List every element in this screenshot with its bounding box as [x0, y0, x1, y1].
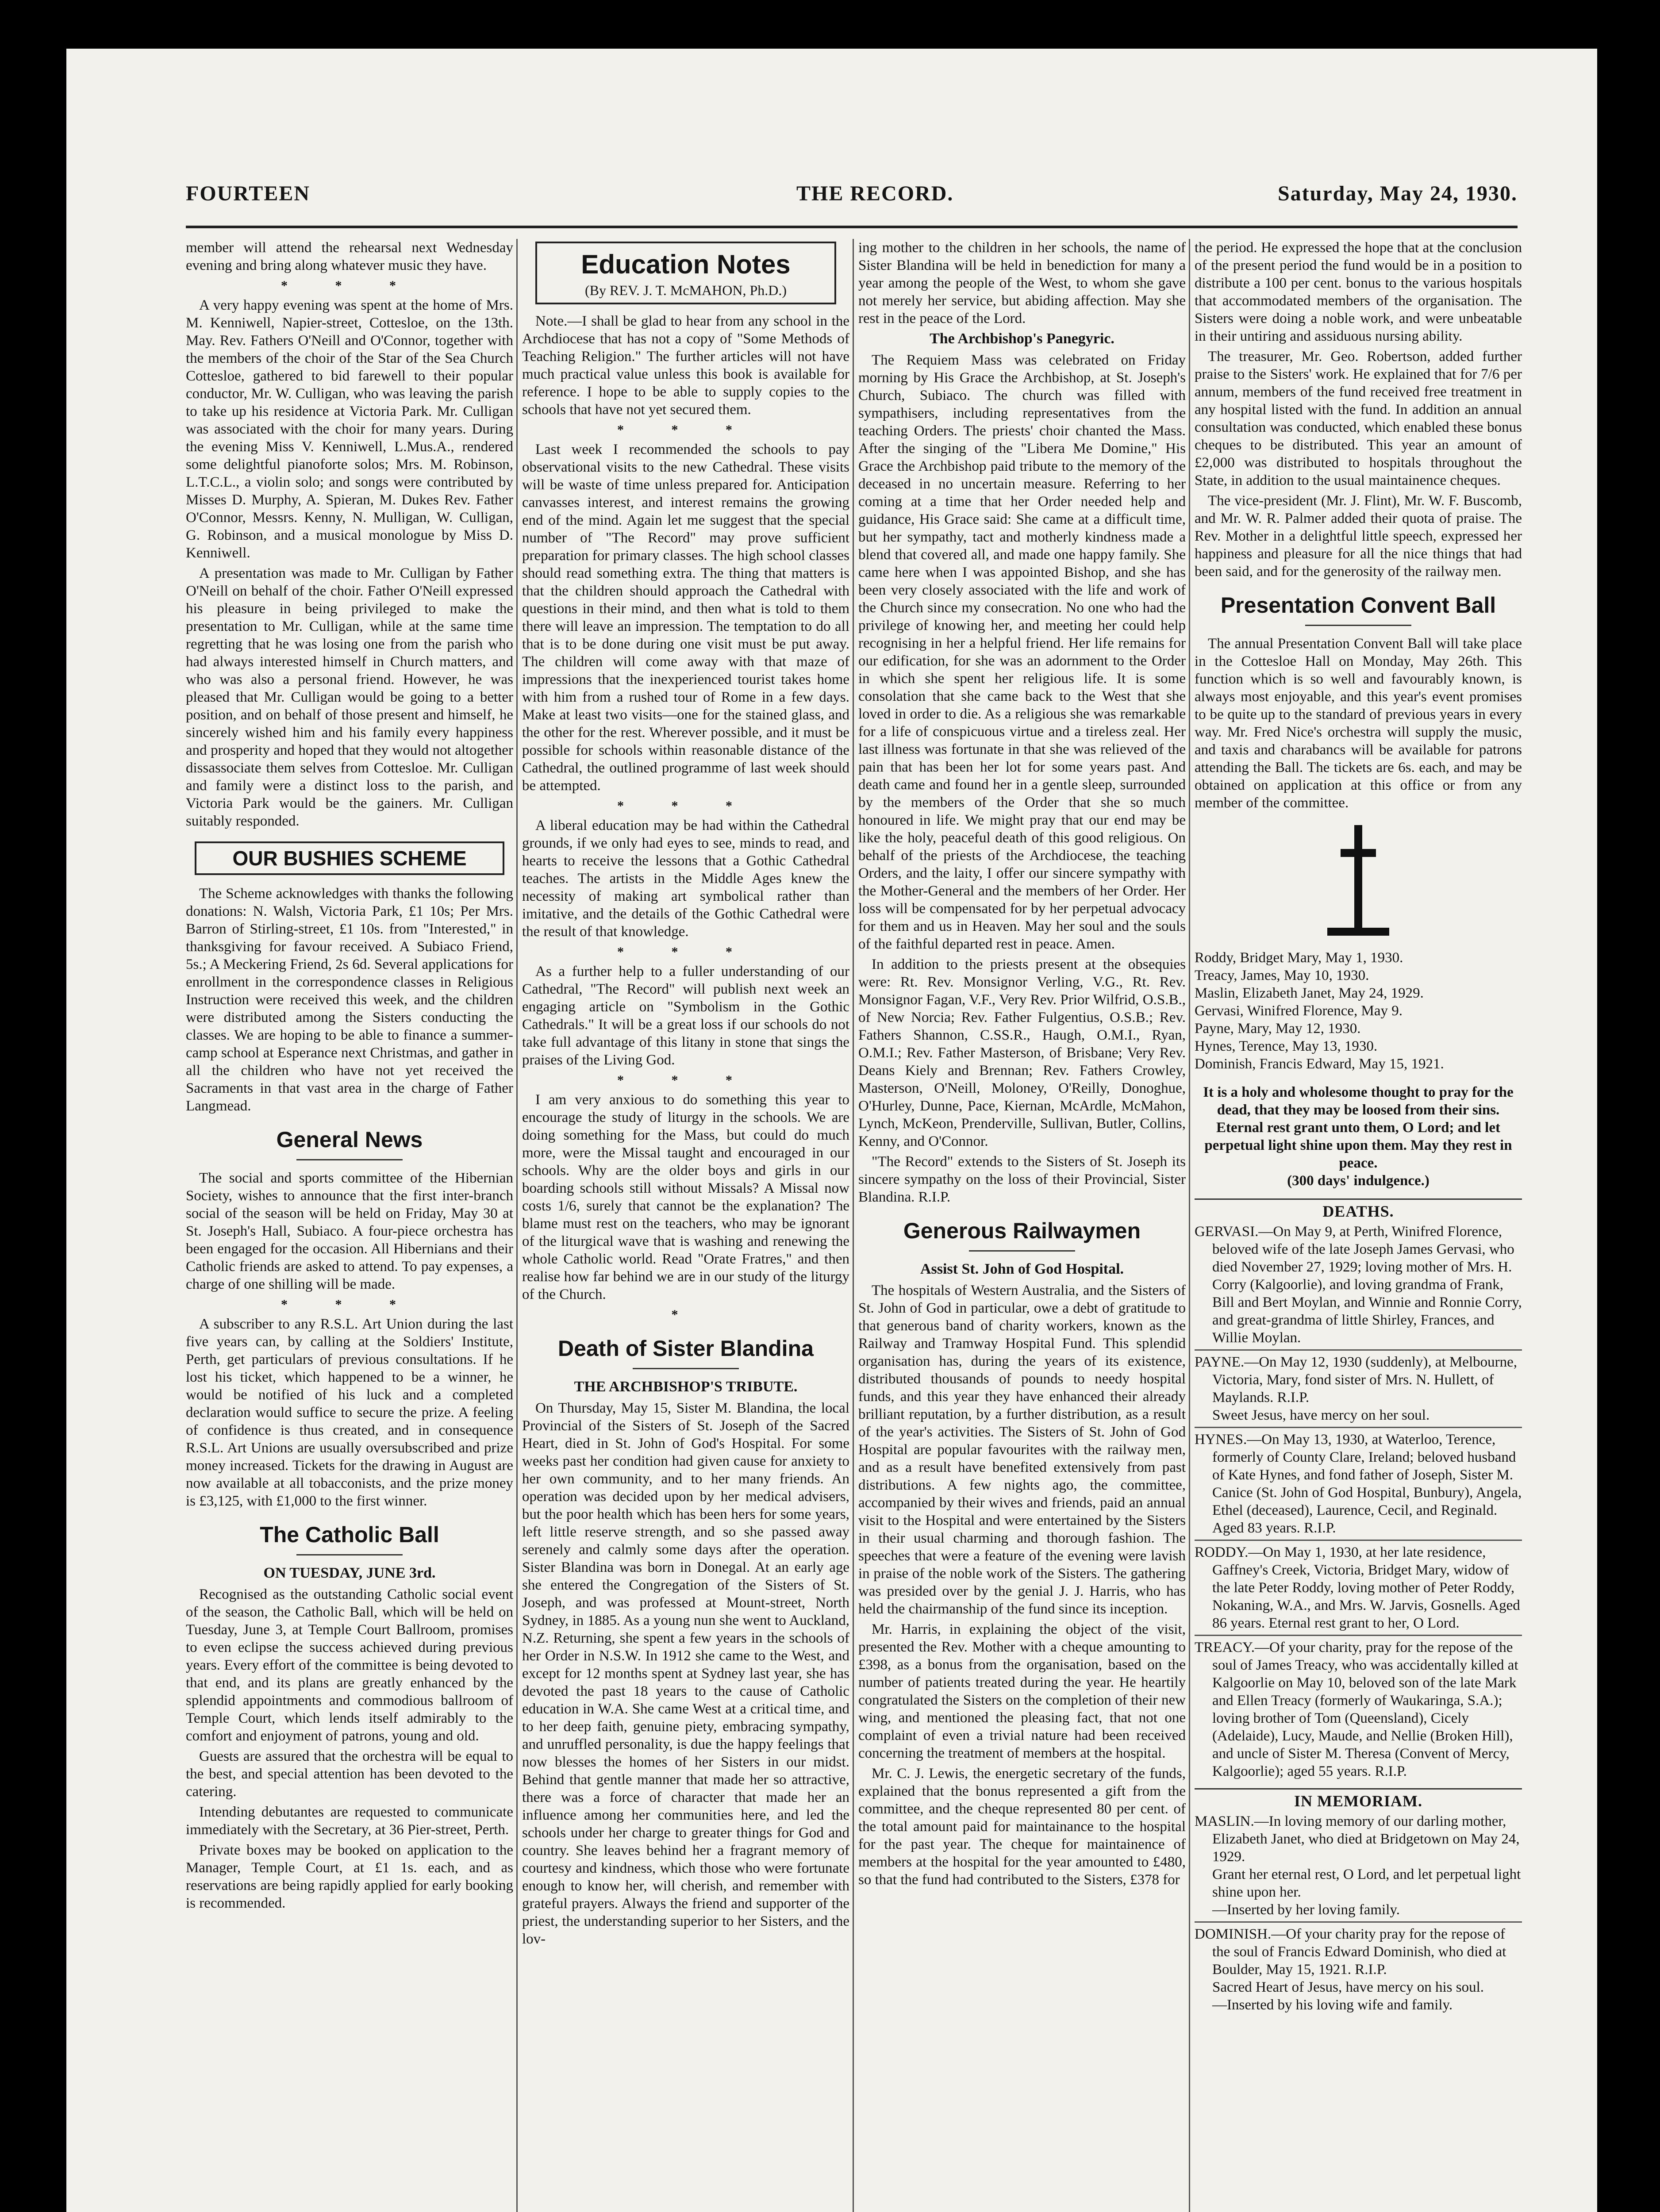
- column-3: [858, 239, 1186, 2212]
- education-notes-title: Education Notes: [581, 250, 791, 279]
- education-notes-box: [535, 242, 836, 304]
- article-paragraph: The treasurer, Mr. Geo. Robertson, added further praise to the Sisters' work. He explained that for 7/6 per annum, members of the fund received free treatment in any hospital listed with the fund. In addition an annual consultation was conducted, which enabled these bonus cheques to be distributed. This year an amount of £2,000 was distributed to hospitals throughout the State, in addition to the usual maintainence cheques.: [1195, 349, 1522, 488]
- article-paragraph: Private boxes may be booked on application to the Manager, Temple Court, at £1 1s. each, and as reservations are being rapidly applied for early booking is recommended.: [186, 1842, 513, 1911]
- presentation-convent-ball-heading: Presentation Convent Ball: [1195, 592, 1522, 626]
- article-paragraph: The annual Presentation Convent Ball will take place in the Cottesloe Hall on Monday, May 26th. This function which is so well and favourably known, is always most enjoyable, and this year's event promises to be quite up to the standard of previous years in every way. Mr. Fred Nice's orchestra will supply the music, and taxis and charabancs will be available for patrons attending the Ball. The tickets are 6s. each, and may be obtained on application at this office or from any member of the committee.: [1195, 636, 1522, 811]
- article-paragraph: The Scheme acknowledges with thanks the following donations: N. Walsh, Victoria Park, £1 10s; Per Mrs. Barron of Stirling-street, £1 10s. from "Interested," in thanksgiving for favour received. A Subiaco Friend, 5s.; A Meckering Friend, 2s 6d. Several applications for enrollment in the correspondence classes in Religious Instruction were received this week, and the children were distributed among the Sisters conducting the classes. We are hoping to be able to finance a summer-camp school at Esperance next Christmas, and gather in all the children who have not yet received the Sacraments in that vast area in the charge of Father Langmead.: [186, 886, 513, 1114]
- column-divider: [516, 239, 518, 2212]
- section-separator: * * *: [281, 278, 418, 293]
- prayer-line: Eternal rest grant unto them, O Lord; and let perpetual light shine upon them. May they rest in peace.: [1204, 1120, 1512, 1171]
- notice-prayer: Sweet Jesus, have mercy on her soul.: [1212, 1407, 1430, 1423]
- article-paragraph: member will attend the rehearsal next Wednesday evening and bring along whatever music they have.: [186, 240, 513, 273]
- roll-entry: Roddy, Bridget Mary, May 1, 1930.: [1195, 950, 1403, 966]
- article-paragraph: A liberal education may be had within the Cathedral grounds, if we only had eyes to see, minds to read, and hearts to receive the lessons that a Gothic Cathedral teaches. The artists in the Middle Ages knew the necessity of making art symbolical rather than imitative, and the details of the Gothic Cathedral were the result of that knowledge.: [522, 818, 849, 940]
- catholic-ball-subheading: ON TUESDAY, JUNE 3rd.: [263, 1565, 436, 1581]
- in-memoriam-heading: IN MEMORIAM.: [1195, 1788, 1522, 1810]
- masthead: [186, 181, 1518, 221]
- death-notice: PAYNE.—On May 12, 1930 (suddenly), at Melbourne, Victoria, Mary, fond sister of Mrs. N. Hullett, of Maylands. R.I.P.: [1195, 1354, 1518, 1406]
- column-divider: [853, 239, 854, 2212]
- roll-entry: Payne, Mary, May 12, 1930.: [1195, 1021, 1361, 1037]
- article-paragraph: Mr. Harris, in explaining the object of the visit, presented the Rev. Mother with a cheque amounting to £398, as a bonus from the organisation, based on the number of patients treated during the year. He heartily congratulated the Sisters on the completion of their new wing, and mentioned the pleasing fact, that not one complaint of even a trivial nature had been received concerning the treatment of members at the hospital.: [858, 1621, 1186, 1761]
- death-of-sister-blandina-heading: Death of Sister Blandina: [522, 1335, 849, 1369]
- roll-entry: Hynes, Terence, May 13, 1930.: [1195, 1038, 1378, 1054]
- bushies-scheme-heading: OUR BUSHIES SCHEME: [195, 841, 504, 875]
- article-paragraph: The hospitals of Western Australia, and the Sisters of St. John of God in particular, owe a debt of gratitude to that generous band of charity workers, known as the Railway and Tramway Hospital Fund. This splendid organisation has, during the years of its existence, distributed thousands of pounds to needy hospital funds, and this year they have enhanced their already brilliant reputation, by a further distribution, as a result of the year's activities. The Sisters of St. John of God Hospital are popular favourites with the railway men, and as a result have benefited extensively from past distributions. A few nights ago, the committee, accompanied by their wives and friends, paid an annual visit to the Hospital and were entertained by the Sisters in their usual charming and thorough fashion. The speeches that were a feature of the evening were lavish in praise of the noble work of the Sisters. The gathering was presided over by the genial J. J. Harris, who has held the chairmanship of the fund since its inception.: [858, 1283, 1186, 1617]
- article-paragraph: Recognised as the outstanding Catholic social event of the season, the Catholic Ball, which will be held on Tuesday, June 3, at Temple Court Ballroom, promises to even eclipse the success achieved during previous years. Every effort of the committee is being devoted to that end, and its plans are greatly enhanced by the splendid appointments and commodious ballroom of Temple Court, which lends itself admirably to the comfort and enjoyment of patrons, young and old.: [186, 1586, 513, 1744]
- death-notice: HYNES.—On May 13, 1930, at Waterloo, Terence, formerly of County Clare, Ireland; beloved husband of Kate Hynes, and fond father of Joseph, Sister M. Canice (St. John of God Hospital, Bunbury), Angela, Ethel (deceased), Laurence, Cecil, and Reginald. Aged 83 years. R.I.P.: [1195, 1432, 1522, 1536]
- death-notice: RODDY.—On May 1, 1930, at her late residence, Gaffney's Creek, Victoria, Bridget Mary, widow of the late Peter Roddy, loving mother of Peter Roddy, Nokaning, W.A., and Mrs. W. Jarvis, Gosnells. Aged 86 years. Eternal rest grant to her, O Lord.: [1195, 1544, 1520, 1631]
- article-paragraph: ing mother to the children in her schools, the name of Sister Blandina will be held in benediction for many a year among the people of the West, to whom she gave not merely her service, but abiding affection. May she rest in the peace of the Lord.: [858, 240, 1186, 326]
- roll-entry: Treacy, James, May 10, 1930.: [1195, 968, 1369, 983]
- column-divider: [1189, 239, 1190, 2212]
- newspaper-page: [66, 49, 1597, 2212]
- article-paragraph: Last week I recommended the schools to pay observational visits to the new Cathedral. These visits will be waste of time unless prepared for. Anticipation canvasses interest, and interest remains the growing end of the mind. Again let me suggest that the special number of "The Record" may prove sufficient preparation for primary classes. The high school classes should read something extra. The thing that matters is that the children should approach the Cathedral with questions in their mind, and then what is told to them there will leave an impression. The temptation to do all that is to be done during one visit must be put away. The children will come away with that maze of impressions that the inexperienced tourist takes home with him from a rushed tour of Rome in a few days. Make at least two visits—one for the stained glass, and the other for the rest. Wherever possible, and it must be possible for schools within reasonable distance of the Cathedral, the outlined programme of last week should be attempted.: [522, 442, 849, 794]
- article-paragraph: The Requiem Mass was celebrated on Friday morning by His Grace the Archbishop, at St. Joseph's Church, Subiaco. The church was filled with sympathisers, including representatives from the teaching Orders. The priests' choir chanted the Mass. After the singing of the "Libera Me Domine," His Grace the Archbishop paid tribute to the memory of the deceased in no uncertain measure. Referring to her coming at a time that her Order needed help and guidance, His Grace said: She came at a difficult time, but her sympathy, tact and motherly kindness made a blend that covered all, and made one happy family. She came here when I was appointed Bishop, and she has been very closely associated with the life and work of the Church since my consecration. No one who had the privilege of knowing her, and meeting her could help recognising in her a helpful friend. Her life remains for our edification, for she was an adornment to the Order in which she spent her religious life. It is some consolation that she came back to the West that she loved in order to die. As a religious she was remarkable for a life of conspicuous virtue and a tireless zeal. Her last illness was fortunate in that she was relieved of the pain that has been her lot for some years past. And death came and found her in a gentle sleep, surrounded by the members of the Order that she so much honoured in life. We might pray that our end may be like the holy, peaceful death of this good religious. On behalf of the priests of the Archdiocese, the teaching Orders, and the laity, I offer our sincere sympathy with the Mother-General and the members of her Order. Her loss will be compensated for by her perpetual advocacy for them and us in Heaven. May her soul and the souls of the faithful departed rest in peace. Amen.: [858, 352, 1186, 952]
- article-paragraph: Intending debutantes are requested to communicate immediately with the Secretary, at 36 Pier-street, Perth.: [186, 1804, 513, 1838]
- article-paragraph: the period. He expressed the hope that at the conclusion of the present period the fund would be in a position to distribute a 100 per cent. bonus to the various hospitals that accommodated members of the organisation. The Sisters were doing a noble work, and were unbeatable in their untiring and assiduous nursing ability.: [1195, 240, 1522, 344]
- article-paragraph: Guests are assured that the orchestra will be equal to the best, and special attention has been devoted to the catering.: [186, 1748, 513, 1800]
- article-paragraph: "The Record" extends to the Sisters of St. Joseph its sincere sympathy on the loss of their Provincial, Sister Blandina. R.I.P.: [858, 1154, 1186, 1205]
- catholic-ball-heading: The Catholic Ball: [186, 1521, 513, 1555]
- archbishops-panegyric-subheading: The Archbishop's Panegyric.: [930, 330, 1114, 347]
- railwaymen-subheading: Assist St. John of God Hospital.: [920, 1261, 1124, 1277]
- memoriam-notice: DOMINISH.—Of your charity pray for the repose of the soul of Francis Edward Dominish, who died at Boulder, May 15, 1921. R.I.P.: [1195, 1926, 1506, 1978]
- issue-date: Saturday, May 24, 1930.: [1277, 182, 1518, 205]
- memoriam-notice: MASLIN.—In loving memory of our darling mother, Elizabeth Janet, who died at Bridgetown on May 24, 1929.: [1195, 1813, 1520, 1865]
- masthead-rule: [186, 226, 1518, 228]
- article-paragraph: On Thursday, May 15, Sister M. Blandina, the local Provincial of the Sisters of St. Joseph of the Sacred Heart, died in St. John of God's Hospital. For some weeks past her condition had given cause for anxiety to her own community, and to her many friends. An operation was decided upon by her medical advisers, but the poor health which has been hers for some years, left little reserve strength, and so she passed away serenely and calmly some days after the operation. Sister Blandina was born in Donegal. At an early age she entered the Congregation of the Sisters of St. Joseph, and was professed at Mount-street, North Sydney, in 1885. As a young nun she went to Auckland, N.Z. Returning, she spent a few years in the schools of her Order in N.S.W. In 1912 she came to the West, and except for 12 months spent at Sydney last year, she has devoted the past 18 years to the cause of Catholic education in W.A. She came West at a critical time, and to her deep faith, genuine piety, embracing sympathy, and unruffled personality, is due the happy feelings that now blesses the homes of her Sisters in our midst. Behind that gentle manner that made her so attractive, there was a force of character that made her an influence among her communities here, and led the schools under her charge to greater things for God and country. She leaves behind her a fragrant memory of courtesy and kindness, which those who were fortunate enough to know her, will cherish, and remember with grateful prayers. Always the friend and supporter of the priest, the understanding superior to her Sisters, and the lov-: [522, 1400, 849, 1947]
- article-paragraph: A very happy evening was spent at the home of Mrs. M. Kenniwell, Napier-street, Cottesloe, on the 13th. May. Rev. Fathers O'Neill and O'Connor, together with the members of the choir of the Star of the Sea Church Cottesloe, gathered to bid farewell to their popular conductor, Mr. W. Culligan, who was leaving the parish to take up his residence at Victoria Park. Mr. Culligan was associated with the choir for many years. During the evening Miss V. Kenniwell, L.Mus.A., rendered some delightful pianoforte solos; Mrs. M. Robinson, L.T.C.L., a violin solo; and songs were contributed by Misses D. Murphy, A. Spieran, M. Dukes Rev. Father O'Connor, Messrs. Kenny, N. Mulligan, W. Culligan, G. Robinson, and a musical monologue by Miss D. Kenniwell.: [186, 297, 513, 561]
- deceased-roll: [1195, 949, 1522, 1073]
- notice-prayer: Grant her eternal rest, O Lord, and let perpetual light shine upon her.: [1212, 1866, 1521, 1900]
- archbishops-tribute-subheading: THE ARCHBISHOP'S TRIBUTE.: [574, 1379, 798, 1395]
- column-2: [522, 239, 849, 2212]
- article-paragraph: I am very anxious to do something this year to encourage the study of liturgy in the schools. We are doing something for the Mass, but could do much more, were the Missal taught and encouraged in our schools. Why are the older boys and girls in our boarding schools still without Missals? A Missal now costs 1/6, surely that cannot be the explanation? The blame must rest on the teachers, who may be ignorant of the liturgical wave that is washing and renewing the whole Catholic world. Read "Orate Fratres," and then realise how far behind we are in our study of the liturgy of the Church.: [522, 1092, 849, 1302]
- article-paragraph: A presentation was made to Mr. Culligan by Father O'Neill on behalf of the choir. Father O'Neill expressed his pleasure in being privileged to make the presentation to Mr. Culligan, while at the same time regretting that he was losing one from the parish who had always interested himself in Church matters, and who was also a personal friend. However, he was pleased that Mr. Culligan would be going to a better position, and on behalf of those present and himself, he sincerely wished him and his family every happiness and prosperity and hoped that they would not altogether dissassociate them selves from Cottesloe. Mr. Culligan and family were a distinct loss to the parish, and Victoria Park would be the gainers. Mr. Culligan suitably responded.: [186, 565, 513, 829]
- article-paragraph: The social and sports committee of the Hibernian Society, wishes to announce that the first inter-branch social of the season will be held on Friday, May 30 at St. Joseph's Hall, Subiaco. A four-piece orchestra has been engaged for the occasion. All Hibernians and their Catholic friends are asked to attend. To pay expenses, a charge of one shilling will be made.: [186, 1170, 513, 1292]
- column-1: [186, 239, 513, 2212]
- column-4: [1195, 239, 1522, 2212]
- notice-inserted-by: —Inserted by his loving wife and family.: [1212, 1997, 1453, 2013]
- education-notes-byline: (By REV. J. T. McMAHON, Ph.D.): [584, 282, 787, 298]
- deaths-heading: DEATHS.: [1195, 1198, 1522, 1220]
- prayer-line: It is a holy and wholesome thought to pray for the dead, that they may be loosed from their sins.: [1203, 1084, 1514, 1118]
- publication-title: THE RECORD.: [796, 182, 954, 205]
- section-separator: * * *: [617, 799, 754, 813]
- section-separator: * * *: [617, 945, 754, 959]
- article-paragraph: In addition to the priests present at the obsequies were: Rt. Rev. Monsignor Verling, V.G., Rt. Rev. Monsignor Fagan, V.F., Very Rev. Prior Wilfrid, O.S.B., of New Norcia; Rev. Father Fulgentius, O.S.B.; Rev. Fathers Shannon, C.SS.R., Haugh, O.M.I., Ryan, O.M.I.; Rev. Father Masterson, of Brisbane; Very Rev. Deans Kiely and Brennan; Rev. Fathers Crowley, Masterson, O'Neill, Moloney, O'Reilly, Donoghue, O'Hurley, Dunne, Pace, Kiernan, McArdle, McMahon, Lynch, McKeon, Prenderville, Sullivan, Butler, Collins, Kenny, and O'Connor.: [858, 956, 1186, 1149]
- general-news-heading: General News: [186, 1126, 513, 1160]
- section-separator: * * *: [281, 1297, 418, 1312]
- generous-railwaymen-heading: Generous Railwaymen: [858, 1217, 1186, 1252]
- section-separator: * * *: [617, 1073, 754, 1087]
- article-paragraph: Note.—I shall be glad to hear from any school in the Archdiocese that has not a copy of "Some Methods of Teaching Religion." The further articles will not have much practical value unless this book is available for reference. I hope to be able to supply copies to the schools that have not yet secured them.: [522, 313, 849, 418]
- page-number: FOURTEEN: [186, 182, 311, 205]
- roll-entry: Gervasi, Winifred Florence, May 9.: [1195, 1003, 1403, 1019]
- notice-inserted-by: —Inserted by her loving family.: [1212, 1902, 1400, 1918]
- article-paragraph: The vice-president (Mr. J. Flint), Mr. W. F. Buscomb, and Mr. W. R. Palmer added their quota of praise. The Rev. Mother in a delightful little speech, expressed her happiness and pleasure for all the nice things that had been said, and for the generosity of the railway men.: [1195, 493, 1522, 580]
- article-paragraph: As a further help to a fuller understanding of our Cathedral, "The Record" will publish next week an engaging article on "Symbolism in the Gothic Cathedrals." It will be a great loss if our schools do not take full advantage of this litany in stone that sings the praises of the Living God.: [522, 964, 849, 1068]
- notice-prayer: Sacred Heart of Jesus, have mercy on his soul.: [1212, 1979, 1484, 1995]
- prayer-indulgence: (300 days' indulgence.): [1287, 1173, 1429, 1189]
- article-paragraph: A subscriber to any R.S.L. Art Union during the last five years can, by calling at the Soldiers' Institute, Perth, get particulars of previous consultations. If he lost his ticket, which happened to be a winner, he would be notified of his luck and a completed declaration would suffice to secure the prize. A feeling of confidence is thus created, and in consequence R.S.L. Art Unions are usually oversubscribed and prize money increased. Tickets for the drawing in August are now available at all tobacconists, and the prize money is £3,125, with £1,000 to the first winner.: [186, 1316, 513, 1509]
- roll-entry: Maslin, Elizabeth Janet, May 24, 1929.: [1195, 985, 1424, 1001]
- section-separator: *: [671, 1307, 700, 1322]
- death-notice: GERVASI.—On May 9, at Perth, Winifred Florence, beloved wife of the late Joseph James Gervasi, who died November 27, 1929; loving mother of Mrs. H. Corry (Kalgoorlie), and loving grandma of Frank, Bill and Bert Moylan, and Winnie and Ronnie Corry, and great-grandma of little Shirley, Frances, and Willie Moylan.: [1195, 1224, 1522, 1346]
- section-separator: * * *: [617, 422, 754, 437]
- cross-icon: [1341, 825, 1376, 936]
- roll-entry: Dominish, Francis Edward, May 15, 1921.: [1195, 1056, 1444, 1072]
- death-notice: TREACY.—Of your charity, pray for the repose of the soul of James Treacy, who was accidentally killed at Kalgoorlie on May 10, beloved son of the late Mark and Ellen Treacy (formerly of Waukaringa, S.A.); loving brother of Tom (Queensland), Cicely (Adelaide), Lucy, Maude, and Nellie (Broken Hill), and uncle of Sister M. Theresa (Convent of Mercy, Kalgoorlie); aged 55 years. R.I.P.: [1195, 1640, 1518, 1779]
- article-paragraph: Mr. C. J. Lewis, the energetic secretary of the funds, explained that the bonus represented a gift from the committee, and the cheque represented 80 per cent. of the total amount paid for maintainance to the hospital for the past year. The cheque for maintainence of members at the hospital for the year amounted to £480, so that the fund had contributed to the Sisters, £378 for: [858, 1766, 1186, 1888]
- prayer-for-the-dead: [1195, 1083, 1522, 1190]
